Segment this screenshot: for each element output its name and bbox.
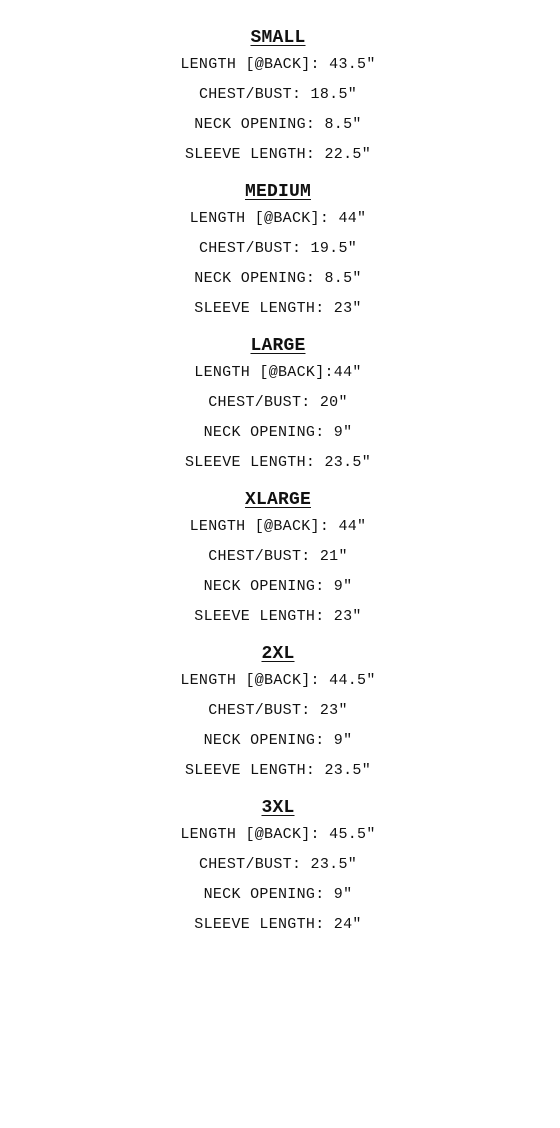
- chest-measurement: CHEST/BUST: 23": [208, 702, 348, 719]
- chest-measurement: CHEST/BUST: 18.5": [198, 86, 358, 103]
- length-measurement: LENGTH [@BACK]: 44": [189, 210, 367, 227]
- length-measurement: LENGTH [@BACK]: 45.5": [180, 826, 376, 843]
- chest-measurement: CHEST/BUST: 21": [208, 548, 348, 565]
- size-title: MEDIUM: [244, 182, 311, 202]
- size-guide: [0, 26, 556, 950]
- size-block-xlarge: [0, 488, 556, 632]
- chest-measurement: CHEST/BUST: 23.5": [198, 856, 358, 873]
- length-measurement: LENGTH [@BACK]: 43.5": [180, 56, 376, 73]
- neck-measurement: NECK OPENING: 9": [203, 886, 353, 903]
- sleeve-measurement: SLEEVE LENGTH: 22.5": [184, 146, 372, 163]
- neck-measurement: NECK OPENING: 9": [203, 424, 353, 441]
- size-block-2xl: [0, 642, 556, 786]
- neck-measurement: NECK OPENING: 8.5": [194, 270, 362, 287]
- sleeve-measurement: SLEEVE LENGTH: 24": [194, 916, 362, 933]
- size-title: 3XL: [261, 798, 295, 818]
- length-measurement: LENGTH [@BACK]:44": [194, 364, 362, 381]
- neck-measurement: NECK OPENING: 9": [203, 732, 353, 749]
- size-block-medium: [0, 180, 556, 324]
- sleeve-measurement: SLEEVE LENGTH: 23": [194, 300, 362, 317]
- length-measurement: LENGTH [@BACK]: 44": [189, 518, 367, 535]
- neck-measurement: NECK OPENING: 9": [203, 578, 353, 595]
- size-block-3xl: [0, 796, 556, 940]
- chest-measurement: CHEST/BUST: 20": [208, 394, 348, 411]
- size-block-small: [0, 26, 556, 170]
- sleeve-measurement: SLEEVE LENGTH: 23.5": [184, 454, 372, 471]
- sleeve-measurement: SLEEVE LENGTH: 23.5": [184, 762, 372, 779]
- neck-measurement: NECK OPENING: 8.5": [194, 116, 362, 133]
- size-title: LARGE: [250, 336, 306, 356]
- size-title: XLARGE: [244, 490, 311, 510]
- chest-measurement: CHEST/BUST: 19.5": [198, 240, 358, 257]
- length-measurement: LENGTH [@BACK]: 44.5": [180, 672, 376, 689]
- size-title: 2XL: [261, 644, 295, 664]
- size-title: SMALL: [250, 28, 306, 48]
- sleeve-measurement: SLEEVE LENGTH: 23": [194, 608, 362, 625]
- size-block-large: [0, 334, 556, 478]
